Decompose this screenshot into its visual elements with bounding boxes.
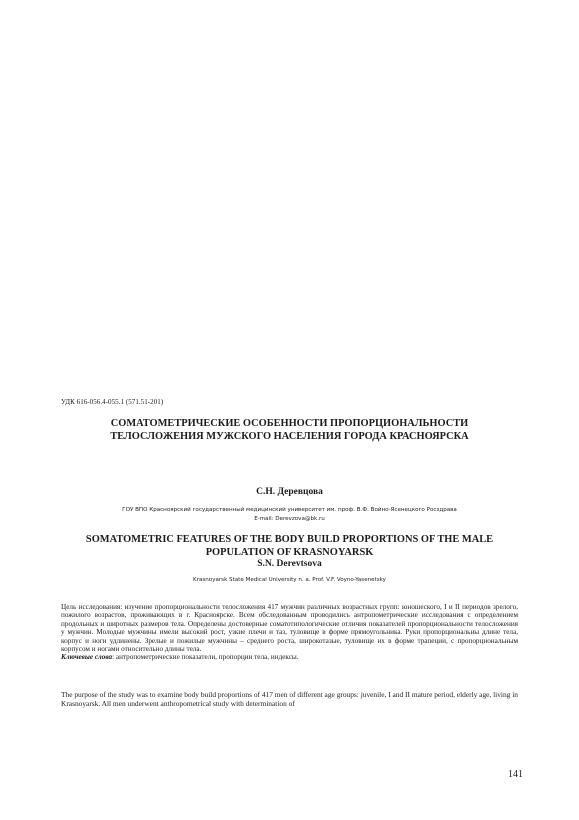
title-en-line-2: POPULATION OF KRASNOYARSK xyxy=(205,547,374,558)
udk-code: УДК 616-056.4-055.1 (571.51-201) xyxy=(61,398,164,406)
keywords-ru xyxy=(61,653,518,661)
abstract-ru-text: Цель исследования: изучение пропорциональности телосложения 417 мужчин различных возрастных групп: юношеского, I и II периодов зрелого, пожилого возрастов, проживающих в г. Красноярске. Всем обследованным проводились антропометрические исследования с определением продольных и широтных размеров тела. Определены достоверные соматотипологические отличия показателей пропорциональности телосложения у мужчин. Молодые мужчины имели высокий рост, узкие плечи и таз, туловище в форме прямоугольника. Руки пропорциональны длине тела, корпус и ноги удлинены. Зрелые и пожилые мужчины – среднего роста, широкотазые, туловище их в форме трапеции, с пропорциональным корпусом и ногами относительно длины тела. xyxy=(61,603,518,654)
title-ru-line-1: СОМАТОМЕТРИЧЕСКИЕ ОСОБЕННОСТИ ПРОПОРЦИОНАЛЬНОСТИ xyxy=(110,418,469,429)
article-title-english xyxy=(58,533,521,559)
author-email: E-mail: Derevzova@bk.ru xyxy=(254,516,325,522)
author-english: S.N. Derevtsova xyxy=(257,559,322,569)
page-number: 141 xyxy=(508,769,523,780)
author-russian: С.Н. Деревцова xyxy=(256,487,323,497)
keywords-label: Ключевые слова xyxy=(61,653,113,662)
article-title-russian xyxy=(58,417,521,443)
affiliation-russian: ГОУ ВПО Красноярский государственный медицинский университет им. проф. В.Ф. Войно-Ясенецкого Росздрава xyxy=(122,507,457,513)
abstract-russian xyxy=(61,603,518,662)
keywords-list: : антропометрические показатели, пропорции тела, индексы. xyxy=(112,653,299,662)
abstract-english xyxy=(61,690,518,708)
title-ru-line-2: ТЕЛОСЛОЖЕНИЯ МУЖСКОГО НАСЕЛЕНИЯ ГОРОДА КРАСНОЯРСКА xyxy=(110,431,469,442)
abstract-en-text: The purpose of the study was to examine body build proportions of 417 men of different age groups: juvenile, I and II mature period, elderly age, living in Krasnoyarsk. All men underwent anthropometrical study with determination of xyxy=(61,690,518,708)
title-en-line-1: SOMATOMETRIC FEATURES OF THE BODY BUILD PROPORTIONS OF THE MALE xyxy=(85,534,494,545)
affiliation-english: Krasnoyarsk State Medical University n. a. Prof. V.F. Voyno-Yasenetsky xyxy=(193,577,386,583)
